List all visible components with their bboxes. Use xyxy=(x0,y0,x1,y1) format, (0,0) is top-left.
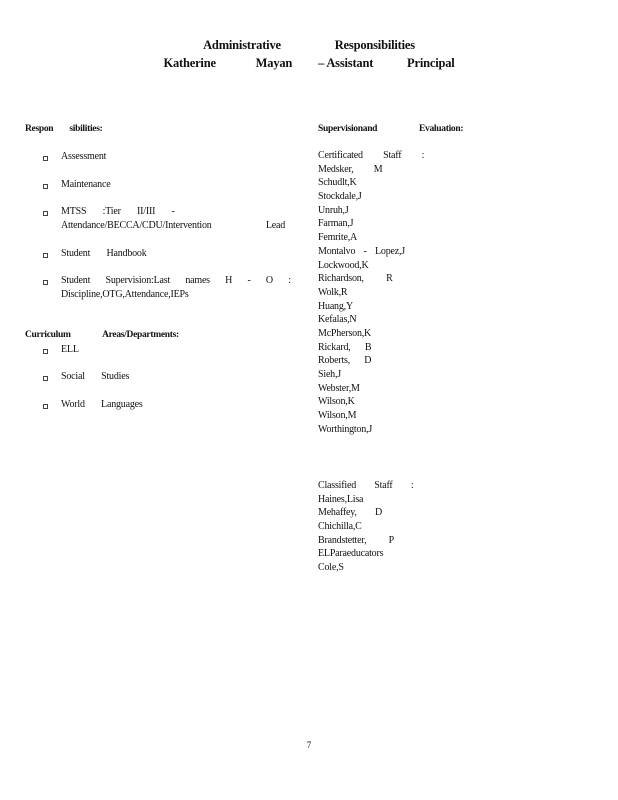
staff-name: Lockwood,K xyxy=(318,259,369,271)
bullet-icon xyxy=(43,253,48,258)
curriculum-item: ELL xyxy=(61,344,79,355)
document-title xyxy=(0,38,618,53)
staff-name: Kefalas,N xyxy=(318,314,357,326)
subtitle-word: Principal xyxy=(407,56,455,70)
staff-name: ELParaeducators xyxy=(318,548,384,560)
evaluation-heading: Evaluation: xyxy=(419,124,464,134)
curriculum-item: World Languages xyxy=(61,399,143,410)
staff-name: Huang,Y xyxy=(318,300,353,312)
bullet-icon xyxy=(43,404,48,409)
responsibility-item: Maintenance xyxy=(61,179,111,190)
staff-name: Chichilla,C xyxy=(318,521,362,533)
staff-name: Wolk,R xyxy=(318,286,348,298)
staff-heading: Certificated Staff : xyxy=(318,150,425,161)
staff-name: Roberts, D xyxy=(318,355,372,367)
curriculum-heading: Curriculum Areas/Departments: xyxy=(25,330,179,340)
staff-name: Stockdale,J xyxy=(318,191,362,203)
staff-name: Cole,S xyxy=(318,562,344,574)
document-subtitle xyxy=(0,56,618,71)
staff-name: Haines,Lisa xyxy=(318,493,364,505)
bullet-icon xyxy=(43,211,48,216)
staff-name: Webster,M xyxy=(318,382,360,394)
page-number: 7 xyxy=(306,740,312,750)
responsibilities-heading: Respon sibilities: xyxy=(25,124,103,134)
responsibility-item: MTSS :Tier II/III - Attendance/BECCA/CDU/Intervention Lead xyxy=(61,206,286,231)
staff-name: McPherson,K xyxy=(318,327,372,339)
staff-name: Wilson,K xyxy=(318,396,355,408)
responsibility-item: Student Supervision:Last names H - O : Discipline,OTG,Attendance,IEPs xyxy=(61,275,291,300)
subtitle-word: – Assistant xyxy=(318,56,374,70)
responsibility-item: Assessment xyxy=(61,151,107,162)
title-word: Responsibilities xyxy=(334,38,415,52)
staff-name: Wilson,M xyxy=(318,410,357,422)
bullet-icon xyxy=(43,349,48,354)
bullet-icon xyxy=(43,184,48,189)
staff-heading: Classified Staff : xyxy=(318,480,414,491)
staff-name: Medsker, M xyxy=(318,163,383,175)
responsibility-item: Student Handbook xyxy=(61,248,147,259)
bullet-icon xyxy=(43,376,48,381)
curriculum-item: Social Studies xyxy=(61,371,130,382)
staff-name: Unruh,J xyxy=(318,204,349,216)
staff-name: Sieh,J xyxy=(318,369,341,380)
staff-name: Mehaffey, D xyxy=(318,507,383,519)
supervision-heading: Supervisionand xyxy=(318,124,378,134)
staff-name: Rickard, B xyxy=(318,341,372,353)
subtitle-word: Katherine xyxy=(163,56,216,70)
staff-name: Farman,J xyxy=(318,218,354,230)
bullet-icon xyxy=(43,156,48,161)
staff-name: Femrite,A xyxy=(318,232,358,244)
subtitle-word: Mayan xyxy=(255,56,293,70)
staff-name: Montalvo - Lopez,J xyxy=(318,245,405,257)
classified-staff-list xyxy=(318,479,428,575)
certificated-staff-list xyxy=(318,149,428,436)
title-word: Administrative xyxy=(203,38,281,52)
bullet-icon xyxy=(43,280,48,285)
staff-name: Richardson, R xyxy=(318,273,393,285)
staff-name: Brandstetter, P xyxy=(318,534,395,546)
staff-name: Schudlt,K xyxy=(318,177,357,189)
staff-name: Worthington,J xyxy=(318,423,373,435)
